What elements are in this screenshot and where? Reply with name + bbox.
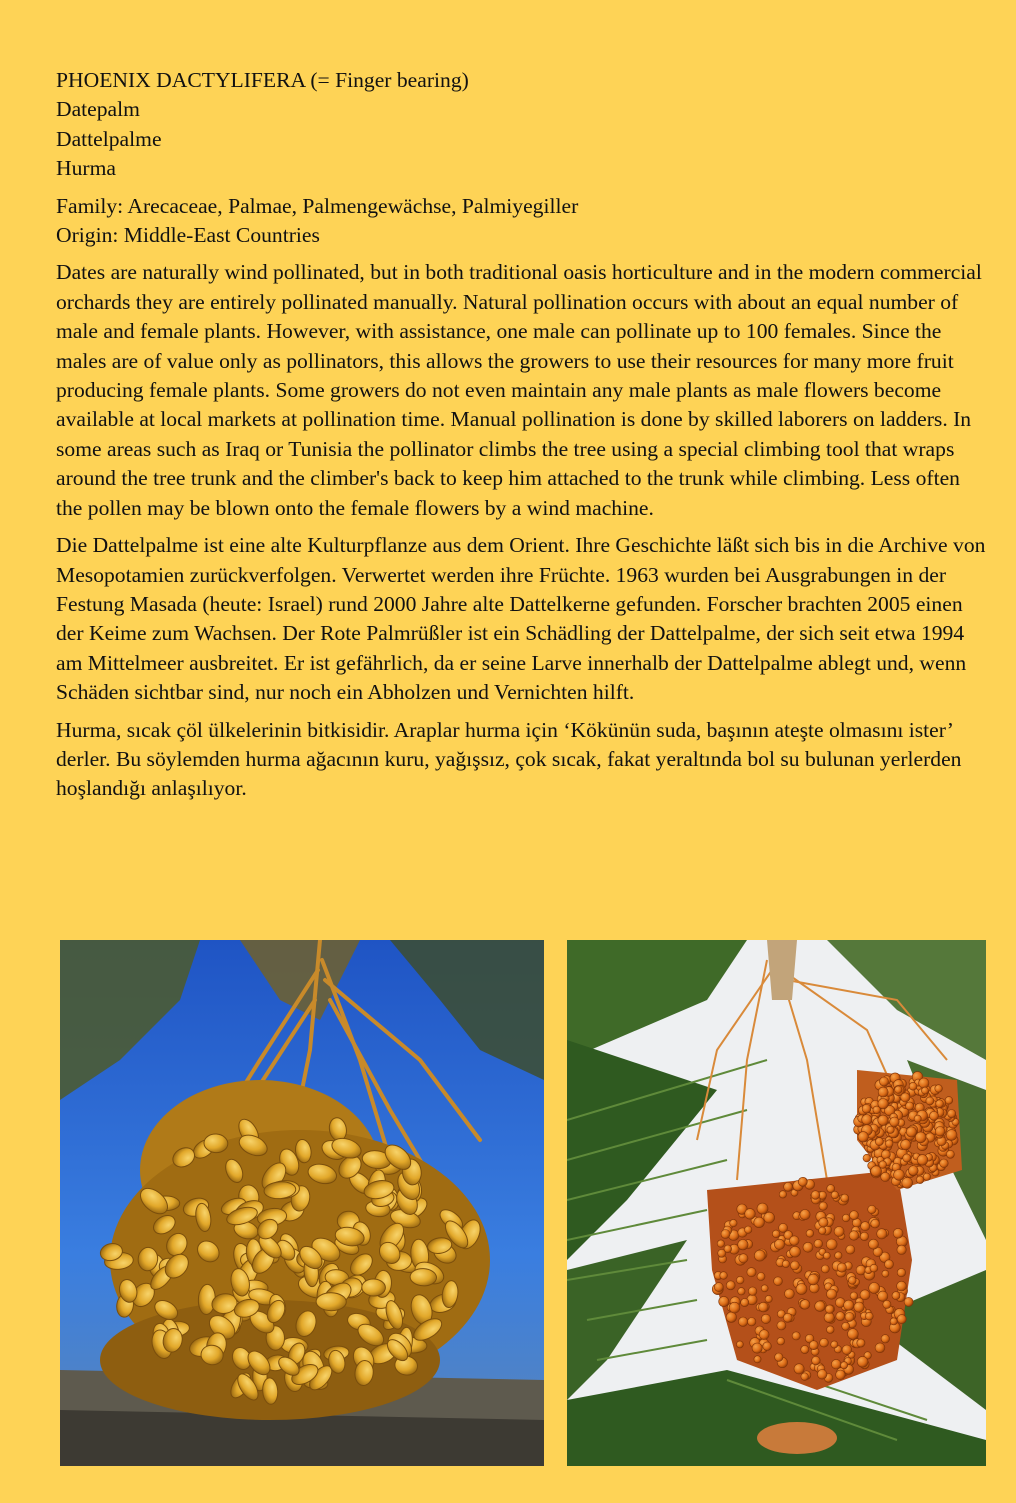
date-fruit xyxy=(915,1132,926,1143)
date-fruit xyxy=(782,1260,789,1267)
date-fruit xyxy=(869,1239,879,1249)
date-fruit xyxy=(844,1300,854,1310)
date-fruit xyxy=(895,1086,902,1093)
orange-dates-photo xyxy=(567,940,986,1466)
date-fruit xyxy=(850,1211,859,1220)
date-fruit xyxy=(836,1312,845,1321)
date-fruit xyxy=(800,1300,810,1310)
date-fruit xyxy=(809,1341,818,1350)
date-fruit xyxy=(794,1364,804,1374)
date-fruit xyxy=(890,1318,897,1325)
date-fruit xyxy=(812,1356,821,1365)
date-fruit xyxy=(775,1353,783,1361)
date-fruit xyxy=(720,1272,728,1280)
scientific-name: PHOENIX DACTYLIFERA (= Finger bearing) xyxy=(56,68,469,92)
date-fruit xyxy=(935,1085,943,1093)
date-fruit xyxy=(819,1202,827,1210)
date-fruit xyxy=(757,1203,768,1214)
date-fruit xyxy=(717,1240,724,1247)
date-fruit xyxy=(919,1078,929,1088)
date-fruit xyxy=(848,1277,856,1285)
date-fruit xyxy=(827,1289,837,1299)
turkish-paragraph: Hurma, sıcak çöl ülkelerinin bitkisidir. Araplar hurma için ‘Kökünün suda, başının ateşte olmasını ister’ derler. Bu söylemden hurma ağacının kuru, yağışsız, çok sıcak, fakat yeraltında bol su bulunan yerlerden hoşlandığı anlaşılıyor. xyxy=(56,717,962,801)
date-fruit xyxy=(761,1285,768,1292)
date-fruit xyxy=(906,1102,914,1110)
family-line: Family: Arecaceae, Palmae, Palmengewächse, Palmiyegiller xyxy=(56,193,579,218)
date-fruit xyxy=(916,1176,924,1184)
date-fruit xyxy=(870,1264,878,1272)
date-fruit xyxy=(729,1302,740,1313)
date-fruit xyxy=(845,1312,854,1321)
turkish-name: Hurma xyxy=(56,156,116,181)
date-fruit xyxy=(831,1341,838,1348)
date-fruit xyxy=(815,1301,825,1311)
date-fruit xyxy=(763,1342,772,1351)
date-fruit xyxy=(827,1326,835,1334)
date-fruit xyxy=(824,1312,834,1322)
date-fruit xyxy=(808,1274,819,1285)
date-fruit xyxy=(837,1263,846,1272)
date-fruit xyxy=(801,1345,809,1353)
date-fruit xyxy=(764,1212,775,1223)
date-fruit xyxy=(748,1287,757,1296)
date-fruit xyxy=(792,1332,800,1340)
date-fruit xyxy=(862,1115,872,1125)
date-fruit xyxy=(878,1087,888,1097)
date-fruit xyxy=(754,1217,765,1228)
date-fruit xyxy=(736,1341,743,1348)
date-fruit xyxy=(946,1150,954,1158)
date-fruit xyxy=(736,1276,744,1284)
yellow-dates-photo xyxy=(60,940,544,1466)
date-fruit xyxy=(779,1191,786,1198)
date-fruit xyxy=(860,1290,870,1300)
yellow-dates-image xyxy=(60,940,544,1466)
date-fruit xyxy=(724,1245,732,1253)
date-fruit xyxy=(897,1315,906,1324)
date-fruit xyxy=(752,1343,762,1353)
date-fruit xyxy=(930,1111,939,1120)
date-fruit xyxy=(903,1154,911,1162)
date-fruit xyxy=(878,1291,888,1301)
date-fruit xyxy=(857,1356,868,1367)
date-fruit xyxy=(741,1298,749,1306)
date-fruit xyxy=(777,1337,785,1345)
date-fruit xyxy=(819,1218,828,1227)
date-fruit xyxy=(906,1127,916,1137)
date-fruit xyxy=(860,1232,868,1240)
date-fruit xyxy=(738,1288,745,1295)
date-fruit xyxy=(892,1292,900,1300)
date-fruit xyxy=(796,1284,807,1295)
date-fruit xyxy=(831,1191,839,1199)
date-fruit xyxy=(901,1093,910,1102)
date-fruit xyxy=(738,1317,747,1326)
date-fruit xyxy=(754,1356,761,1363)
date-fruit xyxy=(826,1239,837,1250)
date-fruit xyxy=(936,1100,944,1108)
date-fruit xyxy=(946,1130,957,1141)
date-fruit xyxy=(719,1296,729,1306)
date-fruit xyxy=(714,1283,723,1292)
date-fruit xyxy=(842,1322,850,1330)
date-fruit xyxy=(739,1254,748,1263)
date-fruit xyxy=(777,1321,786,1330)
date-fruit xyxy=(875,1138,883,1146)
date-fruit xyxy=(362,1279,386,1297)
origin-line: Origin: Middle-East Countries xyxy=(56,223,320,248)
date-fruit xyxy=(868,1205,876,1213)
date-fruit xyxy=(803,1242,813,1252)
date-fruit xyxy=(790,1246,801,1257)
date-fruit xyxy=(879,1161,887,1169)
date-fruit xyxy=(881,1172,890,1181)
date-fruit xyxy=(848,1329,859,1340)
date-fruit xyxy=(814,1239,823,1248)
date-fruit xyxy=(846,1245,855,1254)
date-fruit xyxy=(902,1178,913,1189)
date-fruit xyxy=(854,1302,864,1312)
german-name: Dattelpalme xyxy=(56,126,162,151)
date-fruit xyxy=(865,1312,873,1320)
date-fruit xyxy=(885,1260,894,1269)
date-fruit xyxy=(858,1132,868,1142)
date-fruit xyxy=(880,1077,889,1086)
date-fruit xyxy=(945,1097,953,1105)
date-fruit xyxy=(901,1140,911,1150)
date-fruit xyxy=(875,1343,885,1353)
orange-dates-image xyxy=(567,940,986,1466)
date-fruit xyxy=(871,1219,880,1228)
date-fruit xyxy=(757,1273,765,1281)
date-fruit xyxy=(917,1155,928,1166)
date-fruit xyxy=(730,1219,737,1226)
date-fruit xyxy=(801,1373,809,1381)
date-fruit xyxy=(747,1268,756,1277)
date-fruit xyxy=(935,1127,945,1137)
date-fruit xyxy=(726,1281,735,1290)
english-name: Datepalm xyxy=(56,97,140,122)
date-fruit xyxy=(850,1292,858,1300)
date-fruit xyxy=(772,1230,780,1238)
date-fruit xyxy=(863,1154,871,1162)
date-fruit xyxy=(878,1115,888,1125)
date-fruit xyxy=(904,1297,913,1306)
date-fruit xyxy=(878,1099,888,1109)
date-fruit xyxy=(897,1245,906,1254)
date-fruit xyxy=(897,1281,907,1291)
date-fruit xyxy=(316,1292,347,1311)
date-fruit xyxy=(849,1231,859,1241)
date-fruit xyxy=(748,1318,756,1326)
date-fruit xyxy=(800,1210,810,1220)
date-fruit xyxy=(745,1209,756,1220)
plant-info xyxy=(56,192,990,251)
date-fruit xyxy=(823,1252,830,1259)
date-fruit xyxy=(817,1370,827,1380)
date-fruit xyxy=(765,1295,772,1302)
date-fruit xyxy=(754,1250,765,1261)
date-fruit xyxy=(774,1277,783,1286)
date-fruit xyxy=(834,1227,844,1237)
page-content xyxy=(56,66,990,812)
date-fruit xyxy=(721,1230,730,1239)
date-fruit xyxy=(922,1087,929,1094)
date-fruit xyxy=(774,1239,784,1249)
date-fruit xyxy=(882,1270,889,1277)
date-fruit xyxy=(885,1140,893,1148)
date-fruit xyxy=(940,1159,949,1168)
date-fruit xyxy=(790,1236,800,1246)
date-fruit xyxy=(835,1252,842,1259)
date-fruit xyxy=(783,1313,792,1322)
date-fruit xyxy=(893,1228,903,1238)
date-fruit xyxy=(861,1222,870,1231)
date-fruit xyxy=(841,1194,849,1202)
date-fruit xyxy=(948,1110,956,1118)
date-fruit xyxy=(897,1268,905,1276)
date-fruit xyxy=(857,1339,865,1347)
date-fruit xyxy=(821,1265,829,1273)
english-paragraph: Dates are naturally wind pollinated, but in both traditional oasis horticulture and in the modern commercial orchards they are entirely pollinated manually. Natural pollination occurs with about an equal number of male and female plants. However, with assistance, one male can pollinate up to 100 females. Since the males are of value only as pollinators, this allows the growers to use their resources for many more fruit producing female plants. Some growers do not even maintain any male plants as male flowers become available at local markets at pollination time. Manual pollination is done by skilled laborers on ladders. In some areas such as Iraq or Tunisia the pollinator climbs the tree using a special climbing tool that wraps around the tree trunk and the climber's back to keep him attached to the trunk while climbing. Less often the pollen may be blown onto the female flowers by a wind machine. xyxy=(56,260,982,520)
date-fruit xyxy=(825,1305,834,1314)
date-fruit xyxy=(862,1104,871,1113)
german-paragraph: Die Dattelpalme ist eine alte Kulturpflanze aus dem Orient. Ihre Geschichte läßt sich bis in die Archive von Mesopotamien zurückverfolgen. Verwertet werden ihre Früchte. 1963 wurden bei Ausgrabungen in der Festung Masada (heute: Israel) rund 2000 Jahre alte Dattelkerne gefunden. Forscher brachten 2005 einen der Keime zum Wachsen. Der Rote Palmrüßler ist ein Schädling der Dattelpalme, der sich seit etwa 1994 am Mittelmeer ausbreitet. Er ist gefährlich, da er seine Larve innerhalb der Dattelpalme ablegt und, wenn Schäden sichtbar sind, nur noch ein Abholzen und Vernichten hilft. xyxy=(56,533,986,705)
date-fruit xyxy=(820,1338,829,1347)
date-fruit xyxy=(842,1214,850,1222)
date-fruit xyxy=(745,1226,752,1233)
date-fruit xyxy=(798,1177,807,1186)
date-fruit xyxy=(841,1362,848,1369)
date-fruit xyxy=(887,1126,894,1133)
date-fruit xyxy=(806,1230,814,1238)
plant-names xyxy=(56,66,990,184)
date-fruit xyxy=(811,1191,820,1200)
date-fruit xyxy=(790,1261,799,1270)
date-fruit xyxy=(819,1227,826,1234)
date-fruit xyxy=(890,1117,900,1127)
date-fruit xyxy=(881,1335,889,1343)
date-fruit xyxy=(914,1115,921,1122)
date-fruit xyxy=(759,1302,769,1312)
date-fruit xyxy=(842,1345,852,1355)
date-fruit xyxy=(894,1170,905,1181)
date-fruit xyxy=(759,1330,769,1340)
date-fruit xyxy=(883,1300,891,1308)
date-fruit xyxy=(908,1166,918,1176)
date-fruit xyxy=(726,1312,736,1322)
photo-row xyxy=(60,940,986,1466)
date-fruit xyxy=(869,1283,880,1294)
date-fruit xyxy=(831,1359,841,1369)
date-fruit xyxy=(881,1150,890,1159)
date-fruit xyxy=(785,1289,795,1299)
date-fruit xyxy=(738,1240,748,1250)
date-fruit xyxy=(923,1173,930,1180)
date-fruit xyxy=(877,1229,887,1239)
date-fruit xyxy=(909,1082,917,1090)
date-fruit xyxy=(761,1314,770,1323)
date-fruit xyxy=(926,1097,934,1105)
date-fruit xyxy=(784,1182,793,1191)
date-fruit xyxy=(836,1370,846,1380)
